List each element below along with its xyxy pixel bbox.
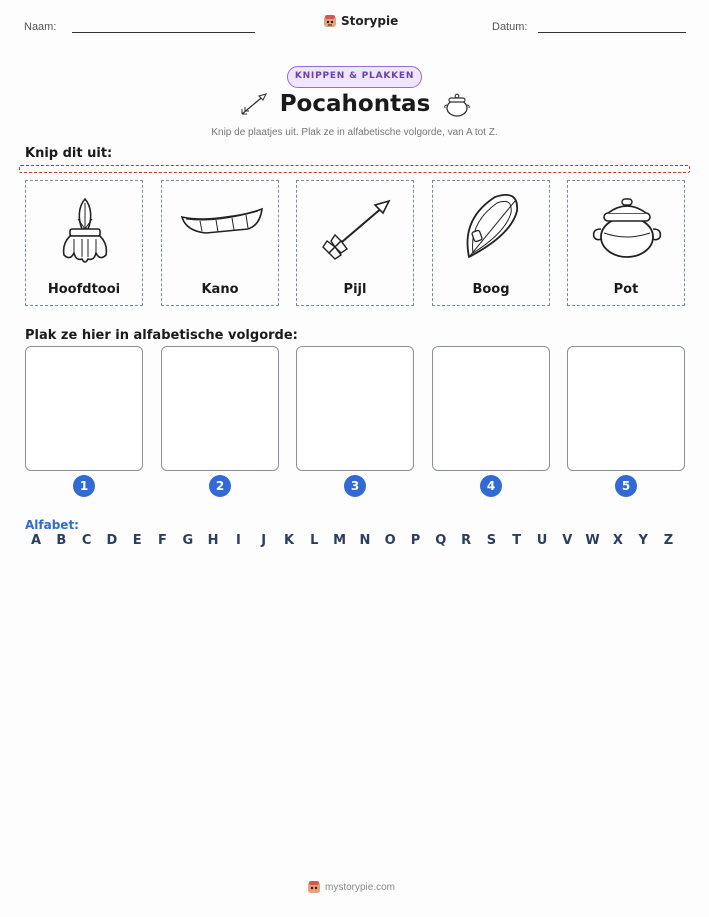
alphabet-label: Alfabet:	[25, 518, 79, 532]
paste-slot-3[interactable]	[296, 346, 414, 471]
page-footer	[307, 880, 395, 894]
alphabet-letter: L	[310, 533, 319, 548]
slot-number-badge: 3	[344, 475, 366, 497]
cut-card-headdress[interactable]	[25, 180, 143, 306]
mascot-icon	[323, 14, 337, 28]
card-label: Boog	[472, 282, 510, 297]
paste-slot-2[interactable]	[161, 346, 279, 471]
alphabet-letter: Z	[663, 533, 674, 548]
page-header	[0, 0, 709, 50]
alphabet-letter: M	[333, 533, 347, 548]
brand-name: Storypie	[341, 14, 399, 28]
page-title: Pocahontas	[279, 91, 431, 117]
alphabet-letter: X	[612, 533, 623, 548]
slot-number-badge: 5	[615, 475, 637, 497]
cut-card-pot[interactable]	[567, 180, 685, 306]
paste-slot-5[interactable]	[567, 346, 685, 471]
paste-slot-4[interactable]	[432, 346, 550, 471]
card-label: Pijl	[343, 282, 367, 297]
alphabet-letter: H	[207, 533, 219, 548]
slot-number-badge: 2	[209, 475, 231, 497]
alphabet-letter: G	[182, 533, 194, 548]
date-field[interactable]	[538, 32, 686, 33]
activity-badge: KNIPPEN & PLAKKEN	[287, 66, 422, 88]
mascot-icon	[307, 880, 321, 894]
cut-section-label: Knip dit uit:	[25, 146, 113, 161]
alphabet-letter: B	[56, 533, 67, 548]
alphabet-letter: I	[235, 533, 241, 548]
canoe-icon	[176, 189, 266, 267]
alphabet-letter: J	[261, 533, 267, 548]
footer-url: mystorypie.com	[325, 881, 396, 893]
cut-out-cards	[25, 180, 685, 306]
name-field[interactable]	[72, 32, 255, 33]
alphabet-letter: C	[81, 533, 92, 548]
cut-line	[19, 165, 690, 173]
alphabet-letter: S	[486, 533, 497, 548]
card-label: Kano	[201, 282, 239, 297]
alphabet-letter: P	[410, 533, 421, 548]
alphabet-letter: K	[283, 533, 295, 548]
pot-icon	[442, 92, 472, 118]
headdress-icon	[40, 189, 130, 267]
storypie-logo	[323, 14, 398, 28]
slot-number-badge: 1	[73, 475, 95, 497]
paste-slots	[25, 346, 685, 498]
instructions: Knip de plaatjes uit. Plak ze in alfabetische volgorde, van A tot Z.	[211, 127, 498, 138]
arrow-icon	[238, 90, 270, 118]
alphabet-letter: R	[461, 533, 472, 548]
alphabet-letter: E	[132, 533, 142, 548]
alphabet-letter: Y	[638, 533, 648, 548]
paste-section-label: Plak ze hier in alfabetische volgorde:	[25, 328, 298, 343]
alphabet-letter: N	[359, 533, 371, 548]
alphabet-row	[26, 533, 686, 551]
pot-icon	[582, 189, 672, 267]
date-label: Datum:	[492, 21, 528, 33]
name-label: Naam:	[24, 21, 57, 33]
arrow-icon	[311, 189, 401, 267]
card-label: Pot	[613, 282, 639, 297]
bow-icon	[447, 189, 537, 267]
alphabet-letter: F	[158, 533, 167, 548]
slot-number-badge: 4	[480, 475, 502, 497]
alphabet-letter: D	[106, 533, 118, 548]
alphabet-letter: T	[512, 533, 522, 548]
alphabet-letter: O	[384, 533, 396, 548]
alphabet-letter: V	[562, 533, 573, 548]
alphabet-letter: U	[536, 533, 548, 548]
cut-card-arrow[interactable]	[296, 180, 414, 306]
alphabet-letter: Q	[435, 533, 447, 548]
cut-card-canoe[interactable]	[161, 180, 279, 306]
card-label: Hoofdtooi	[47, 282, 121, 297]
alphabet-letter: A	[30, 533, 42, 548]
paste-slot-1[interactable]	[25, 346, 143, 471]
alphabet-letter: W	[585, 533, 600, 548]
cut-card-bow[interactable]	[432, 180, 550, 306]
